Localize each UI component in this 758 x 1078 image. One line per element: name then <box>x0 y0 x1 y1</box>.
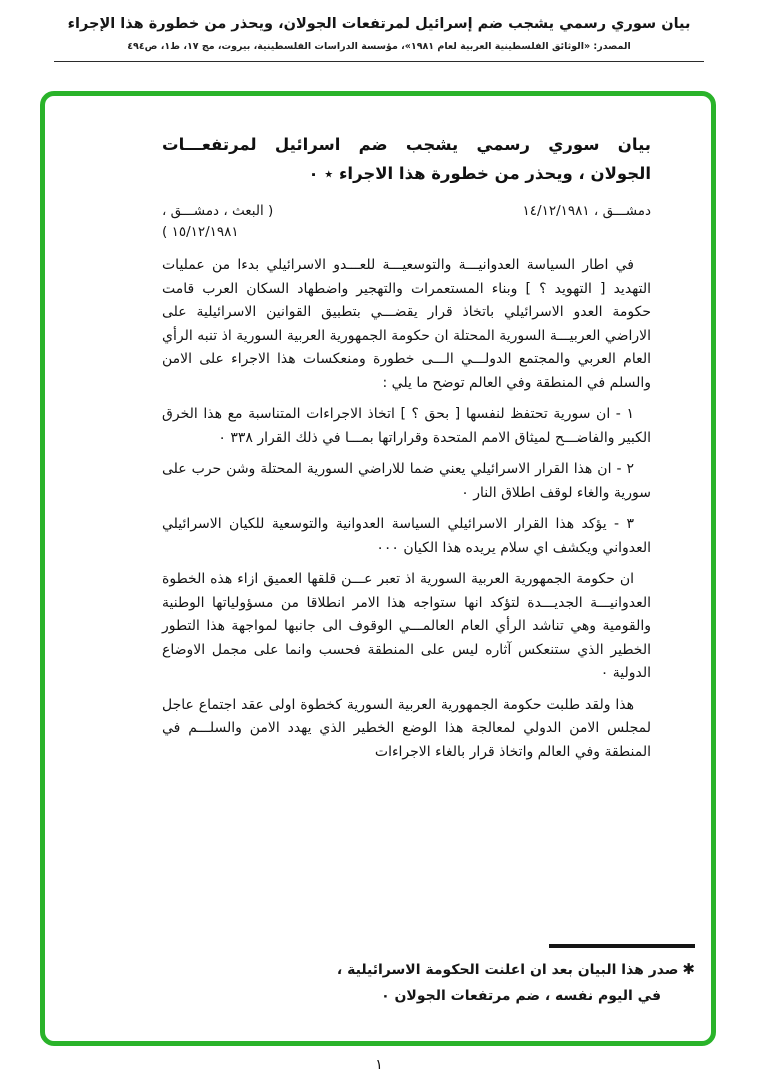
document-title-line1: بيان سوري رسمي يشجب ضم اسرائيل لمرتفعـــات <box>162 135 651 154</box>
page-number: ١ <box>375 1057 383 1073</box>
footnote-star-icon: ✱ <box>682 960 695 978</box>
dateline-city-date: دمشـــق ، ١٤/١٢/١٩٨١ <box>522 203 651 219</box>
footnote-separator <box>549 944 695 948</box>
footnote-line1 <box>198 956 695 983</box>
body-paragraph: ٣ - يؤكد هذا القرار الاسرائيلي السياسة العدوانية والتوسعية للكيان الاسرائيلي العدواني ويكشف اي سلام يريده هذا الكيان ٠٠٠ <box>162 516 651 556</box>
document-title-line2: الجولان ، ويحذر من خطورة هذا الاجراء ٭ ٠ <box>308 164 651 183</box>
dateline <box>162 201 651 243</box>
document-title <box>162 130 651 188</box>
document-body <box>162 254 651 764</box>
body-paragraph: ٢ - ان هذا القرار الاسرائيلي يعني ضما للاراضي السورية المحتلة وشن حرب على سورية والغاء لوقف اطلاق النار ٠ <box>162 461 651 501</box>
body-paragraph: في اطار السياسة العدوانيـــة والتوسعيـــة للعـــدو الاسرائيلي بدءا من عمليات التهديد [ التهويد ؟ ] وبناء المستعمرات والتهجير واضطهاد السكان العرب قامت حكومة العدو الاسرائيلي باتخاذ قرار يقضـــي بتطبيق القوانين الاسرائيلية على الاراضي العربيـــة السورية المحتلة ان حكومة الجمهورية العربية السورية اذ تنبه الرأي العام العربي والمجتمع الدولـــي الـــى خطورة ومنعكسات هذا الاجراء على الامن والسلم في المنطقة وفي العالم توضح ما يلي : <box>162 257 651 391</box>
body-paragraph: ١ - ان سورية تحتفظ لنفسها [ بحق ؟ ] اتخاذ الاجراءات المتناسبة مع هذا الخرق الكبير والفاضـــح لميثاق الامم المتحدة وقراراتها بمـــا في ذلك القرار ٣٣٨ ٠ <box>162 406 651 446</box>
dateline-source-citation: ( البعث ، دمشـــق ، ١٥/١٢/١٩٨١ ) <box>162 203 274 240</box>
page-header <box>0 0 758 62</box>
body-paragraph: ان حكومة الجمهورية العربية السورية اذ تعبر عـــن قلقها العميق ازاء هذه الخطوة العدوانيـــة الجديـــدة لتؤكد انها ستواجه هذا الامر انطلاقا من مسؤولياتها الوطنية والقومية وهي تناشد الرأي العام العالمـــي الوقوف الى جانبها لمواجهة هذا التطور الخطير الذي ستنعكس آثاره ليس على المنطقة فحسب وانما على مجمل الاوضاع الدولية ٠ <box>162 571 651 681</box>
document-content <box>162 130 695 1033</box>
page-header-source: المصدر: «الوثائق الفلسطينية العربية لعام ١٩٨١»، مؤسسة الدراسات الفلسطينية، بيروت، مج ١٧، ط١، ص٤٩٤ <box>127 41 631 52</box>
body-paragraph: هذا ولقد طلبت حكومة الجمهورية العربية السورية كخطوة اولى عقد اجتماع عاجل لمجلس الامن الدولي لمعالجة هذا الوضع الخطير الذي يهدد الامن والسلـــم في المنطقة وفي العالم واتخاذ قرار بالغاء الاجراءات <box>162 696 651 760</box>
footnote-text-1: صدر هذا البيان بعد ان اعلنت الحكومة الاسرائيلية ، <box>336 962 679 978</box>
document-frame <box>40 91 716 1046</box>
header-divider <box>54 61 704 62</box>
page-header-title: بيان سوري رسمي يشجب ضم إسرائيل لمرتفعات الجولان، ويحذر من خطورة هذا الإجراء <box>67 16 691 32</box>
footnote <box>198 944 695 1009</box>
footnote-text-2: في اليوم نفسه ، ضم مرتفعات الجولان ٠ <box>381 988 661 1004</box>
